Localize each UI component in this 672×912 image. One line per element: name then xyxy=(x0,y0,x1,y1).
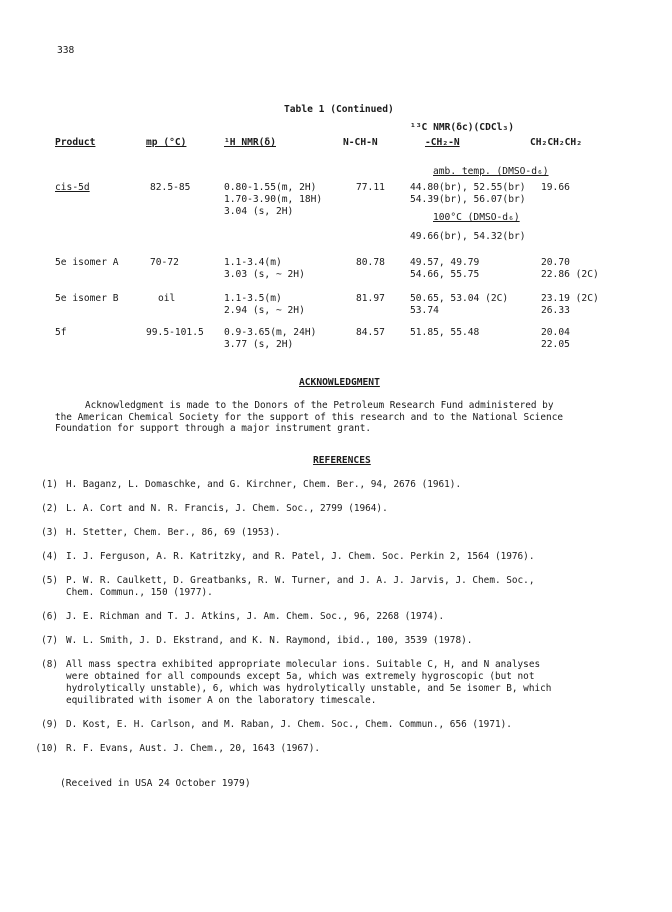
reference-text: W. L. Smith, J. D. Ekstrand, and K. N. Raymond, ibid., 100, 3539 (1978). xyxy=(66,635,473,646)
c13-line: 50.65, 53.04 (2C) xyxy=(410,293,509,304)
reference-number: (9) xyxy=(41,719,58,730)
h-nmr-line: 0.80-1.55(m, 2H) xyxy=(224,182,317,193)
c13-line: 51.85, 55.48 xyxy=(410,327,480,338)
h-nmr-line: 3.03 (s, ~ 2H) xyxy=(224,269,305,280)
mp-cell: oil xyxy=(158,293,176,304)
nchn-cell: 80.78 xyxy=(356,257,385,268)
reference-number: (10) xyxy=(35,743,58,754)
h-nmr-line: 3.77 (s, 2H) xyxy=(224,339,294,350)
reference-text: equilibrated with isomer A on the laboratory timescale. xyxy=(66,695,377,706)
reference-text: I. J. Ferguson, A. R. Katritzky, and R. Patel, J. Chem. Soc. Perkin 2, 1564 (1976). xyxy=(66,551,535,562)
header-c13-line1: ¹³C NMR(δc)(CDCl₃) xyxy=(410,122,514,133)
mp-cell: 82.5-85 xyxy=(150,182,191,193)
nchn-cell: 84.57 xyxy=(356,327,385,338)
reference-number: (6) xyxy=(41,611,58,622)
ch2-cell: 26.33 xyxy=(541,305,570,316)
product-cell: cis-5d xyxy=(55,182,90,193)
condition-amb: amb. temp. (DMSO-d₆) xyxy=(433,166,549,177)
acknowledgment-line: Acknowledgment is made to the Donors of the Petroleum Research Fund administered by xyxy=(85,400,554,411)
header-h-nmr: ¹H NMR(δ) xyxy=(224,137,276,148)
h-nmr-line: 1.1-3.4(m) xyxy=(224,257,282,268)
references-heading: REFERENCES xyxy=(313,455,371,466)
acknowledgment-heading: ACKNOWLEDGMENT xyxy=(299,377,380,388)
reference-text: H. Stetter, Chem. Ber., 86, 69 (1953). xyxy=(66,527,281,538)
reference-number: (8) xyxy=(41,659,58,670)
reference-text: P. W. R. Caulkett, D. Greatbanks, R. W. Turner, and J. A. J. Jarvis, J. Chem. Soc., xyxy=(66,575,535,586)
header-product: Product xyxy=(55,137,96,148)
c13-line: 49.57, 49.79 xyxy=(410,257,480,268)
h-nmr-line: 1.70-3.90(m, 18H) xyxy=(224,194,323,205)
h-nmr-line: 1.1-3.5(m) xyxy=(224,293,282,304)
acknowledgment-paragraph xyxy=(55,400,615,435)
reference-number: (3) xyxy=(41,527,58,538)
ch2-cell: 22.86 (2C) xyxy=(541,269,599,280)
c13-100-line: 49.66(br), 54.32(br) xyxy=(410,231,526,242)
reference-text: D. Kost, E. H. Carlson, and M. Raban, J. Chem. Soc., Chem. Commun., 656 (1971). xyxy=(66,719,512,730)
reference-text: L. A. Cort and N. R. Francis, J. Chem. Soc., 2799 (1964). xyxy=(66,503,388,514)
mp-cell: 99.5-101.5 xyxy=(146,327,204,338)
acknowledgment-line: Foundation for support through a major instrument grant. xyxy=(55,423,372,434)
reference-text: were obtained for all compounds except 5a, which was extremely hygroscopic (but not xyxy=(66,671,535,682)
ch2-cell: 23.19 (2C) xyxy=(541,293,599,304)
reference-text: All mass spectra exhibited appropriate molecular ions. Suitable C, H, and N analyses xyxy=(66,659,541,670)
ch2-cell: 22.05 xyxy=(541,339,570,350)
header-ch2: CH₂CH₂CH₂ xyxy=(530,137,582,148)
reference-text: Chem. Commun., 150 (1977). xyxy=(66,587,213,598)
acknowledgment-line: the American Chemical Society for the support of this research and to the National Science xyxy=(55,411,563,423)
product-cell: 5e isomer B xyxy=(55,293,119,304)
ch2-cell: 19.66 xyxy=(541,182,570,193)
reference-number: (1) xyxy=(41,479,58,490)
h-nmr-line: 2.94 (s, ~ 2H) xyxy=(224,305,305,316)
header-nchn: N-CH-N xyxy=(343,137,378,148)
reference-number: (7) xyxy=(41,635,58,646)
table-title: Table 1 (Continued) xyxy=(284,104,394,115)
reference-text: R. F. Evans, Aust. J. Chem., 20, 1643 (1967). xyxy=(66,743,320,754)
c13-line: 53.74 xyxy=(410,305,439,316)
header-mp: mp (°C) xyxy=(146,137,187,148)
c13-line: 54.39(br), 56.07(br) xyxy=(410,194,526,205)
received-note: (Received in USA 24 October 1979) xyxy=(60,778,251,789)
product-cell: 5f xyxy=(55,327,67,338)
condition-100: 100°C (DMSO-d₆) xyxy=(433,212,520,223)
product-cell: 5e isomer A xyxy=(55,257,119,268)
c13-line: 44.80(br), 52.55(br) xyxy=(410,182,526,193)
h-nmr-line: 3.04 (s, 2H) xyxy=(224,206,294,217)
reference-number: (5) xyxy=(41,575,58,586)
nchn-cell: 81.97 xyxy=(356,293,385,304)
nchn-cell: 77.11 xyxy=(356,182,385,193)
mp-cell: 70-72 xyxy=(150,257,179,268)
page-number: 338 xyxy=(57,45,75,56)
reference-text: hydrolytically unstable), 6, which was hydrolytically unstable, and 5e isomer B, which xyxy=(66,683,552,694)
reference-number: (4) xyxy=(41,551,58,562)
reference-number: (2) xyxy=(41,503,58,514)
c13-line: 54.66, 55.75 xyxy=(410,269,480,280)
reference-text: H. Baganz, L. Domaschke, and G. Kirchner, Chem. Ber., 94, 2676 (1961). xyxy=(66,479,462,490)
ch2-cell: 20.04 xyxy=(541,327,570,338)
reference-text: J. E. Richman and T. J. Atkins, J. Am. Chem. Soc., 96, 2268 (1974). xyxy=(66,611,445,622)
header-c13-line2: -CH₂-N xyxy=(425,137,460,148)
h-nmr-line: 0.9-3.65(m, 24H) xyxy=(224,327,317,338)
ch2-cell: 20.70 xyxy=(541,257,570,268)
